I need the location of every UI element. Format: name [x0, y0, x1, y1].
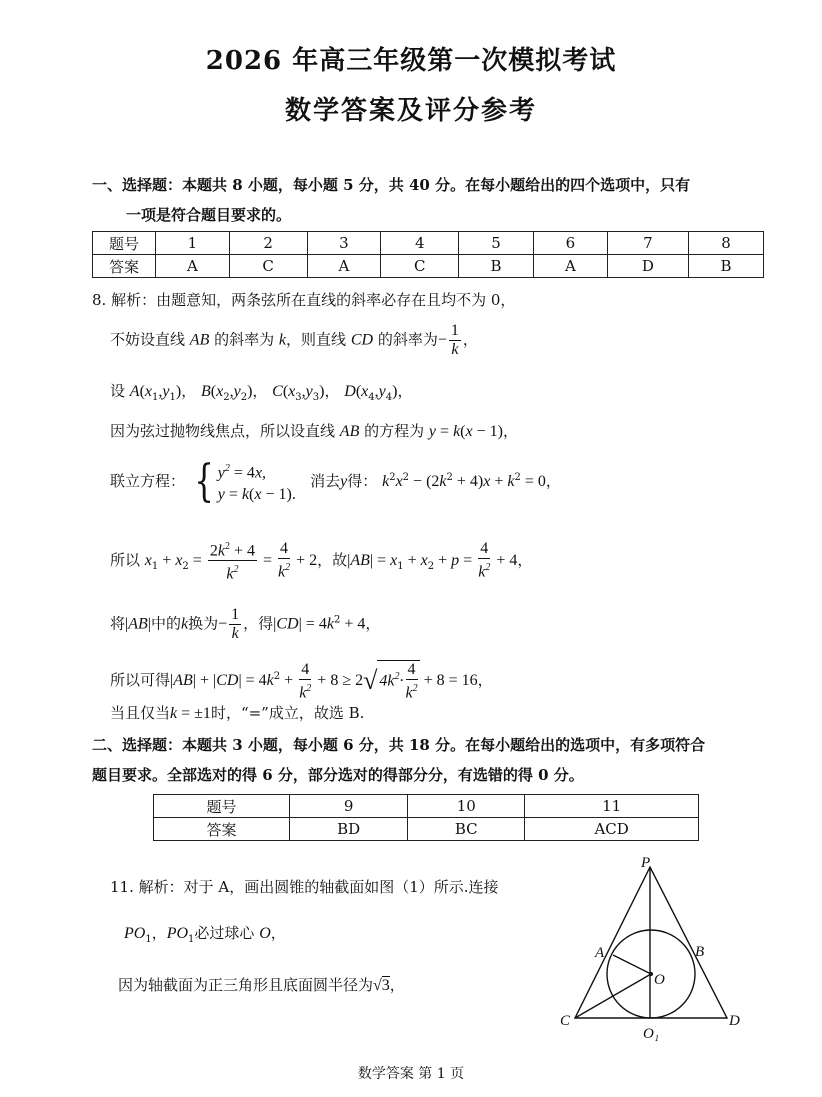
q11-text: 必过球心: [194, 924, 255, 942]
radius-line: [613, 955, 651, 974]
table-cell: 2: [229, 232, 307, 255]
table-cell: C: [229, 255, 307, 278]
q11-line3: 因为轴截面为正三角形且底面圆半径为√3，: [118, 976, 405, 994]
table-cell: 10: [408, 795, 525, 818]
q8-text: ，故: [317, 550, 348, 569]
table-cell: 11: [525, 795, 699, 818]
q8-line9: 当且仅当k = ±1时，“=”成立，故选 B.: [110, 704, 365, 722]
section2-heading: [92, 730, 772, 790]
q8-text: 联立方程：: [110, 472, 186, 491]
label-p: P: [641, 855, 651, 871]
table-cell: BD: [290, 818, 408, 841]
table-cell: 5: [459, 232, 534, 255]
exam-subtitle: 数学答案及评分参考: [284, 96, 537, 126]
table-cell: A: [307, 255, 381, 278]
table-cell: BC: [408, 818, 525, 841]
table-cell: 7: [607, 232, 688, 255]
q8-text: 的方程为: [364, 422, 425, 440]
q8-text: 中的: [150, 614, 181, 633]
q8-line5: 联立方程： { $y^2 = 4x$, y = k(x − 1). 消去y得： $k^2x^2 - (2k^2 + 4)x + k^2 = 0$，: [110, 456, 561, 508]
q8-text: 的斜率为: [214, 330, 275, 349]
q8-text: 消去: [310, 472, 341, 491]
q8-text: 因为弦过抛物线焦点，所以设直线: [110, 422, 336, 440]
table-cell: ACD: [525, 818, 699, 841]
cone-axial-section-figure: [555, 855, 755, 1045]
q8-text: 将: [110, 614, 126, 633]
section1-answer-table: [92, 231, 764, 278]
section2-heading-line1: 二、选择题：本题共 3 小题，每小题 6 分，共 18 分。在每小题给出的选项中，有多项符合: [92, 736, 706, 754]
label-d: D: [729, 1013, 740, 1029]
q8-text: 时，“=”成立，故选 B.: [210, 704, 365, 722]
table-cell: A: [534, 255, 608, 278]
label-o: O: [654, 972, 665, 988]
equilateral-triangle: [575, 867, 727, 1018]
q8-text: ，则直线: [286, 330, 347, 349]
page-footer: 数学答案 第 1 页: [357, 1066, 465, 1082]
label-a: A: [595, 945, 605, 961]
section2-answer-table: [153, 794, 699, 841]
table-cell: 1: [156, 232, 230, 255]
section1-heading-line1: 一、选择题：本题共 8 小题，每小题 5 分，共 40 分。在每小题给出的四个选项中，只有: [92, 176, 691, 194]
row-label: 答案: [93, 255, 156, 278]
table-cell: A: [156, 255, 230, 278]
table-cell: 9: [290, 795, 408, 818]
q8-line2: 不妨设直线 AB 的斜率为 k，则直线 CD 的斜率为− $\frac{1}{k}$ ，: [110, 322, 478, 358]
table-row: [93, 232, 764, 255]
q8-text: 所以: [110, 550, 141, 569]
exam-title: 2026 年高三年级第一次模拟考试: [205, 46, 617, 76]
table-row: [93, 255, 764, 278]
label-b: B: [695, 944, 705, 960]
q8-line8: 所以可得$|AB| + |CD| = 4k^2$ + $\frac{4}{k^2}$ + 8 ≥ 2√ $4k^2\cdot$ $\frac{4}{k^2}$ + 8 = 16，: [110, 660, 493, 702]
section1-heading-line2: 一项是符合题目要求的。: [126, 206, 292, 224]
q11-line2: $PO_1$，$PO_1$必过球心 O，: [124, 924, 286, 945]
q8-text: ，得: [243, 614, 274, 633]
table-cell: D: [607, 255, 688, 278]
table-cell: C: [381, 255, 459, 278]
section2-heading-line2: 题目要求。全部选对的得 6 分，部分选对的得部分分，有选错的得 0 分。: [92, 766, 584, 784]
q8-line4: 因为弦过抛物线焦点，所以设直线 AB 的方程为 y = k(x − 1)，: [110, 422, 518, 440]
table-row: [154, 795, 699, 818]
q8-text: 不妨设直线: [110, 330, 186, 349]
q8-line7: 将|AB|中的k换为− $\frac{1}{k}$ ，得$|CD| = 4k^2 + 4$，: [110, 606, 381, 642]
table-row: [154, 818, 699, 841]
row-label: 题号: [93, 232, 156, 255]
q8-text: 所以可得: [110, 671, 171, 690]
table-cell: 8: [689, 232, 764, 255]
center-point: [649, 972, 653, 976]
q8-text: 当且仅当: [110, 704, 171, 722]
section1-heading: [92, 170, 772, 230]
q8-text: 的斜率为: [377, 330, 438, 349]
table-cell: 6: [534, 232, 608, 255]
q8-line6: 所以 $x_1 + x_2$ = $\frac{2k^2 + 4}{k^2}$ = $\frac{4}{k^2}$ + 2，故$|AB| = x_1 + x_2 + p$ = $\frac{4}{k^2}$ + 4，: [110, 538, 532, 584]
q11-text: 因为轴截面为正三角形且底面圆半径为: [118, 976, 374, 994]
table-cell: B: [689, 255, 764, 278]
label-c: C: [560, 1013, 571, 1029]
table-cell: 3: [307, 232, 381, 255]
label-o1: O₁: [643, 1026, 660, 1042]
q8-line3: 设 $A(x_1,y_1)$， $B(x_2,y_2)$， $C(x_3,y_3)$， $D(x_4,y_4)$，: [110, 382, 413, 403]
q11-line1: 11. 解析：对于 A，画出圆锥的轴截面如图（1）所示.连接: [110, 878, 499, 896]
table-cell: 4: [381, 232, 459, 255]
q8-text: 换为: [188, 614, 219, 633]
table-cell: B: [459, 255, 534, 278]
q8-text: 设: [110, 382, 126, 400]
row-label: 题号: [154, 795, 290, 818]
q8-line1: 8. 解析：由题意知，两条弦所在直线的斜率必存在且均不为 0，: [92, 291, 516, 309]
row-label: 答案: [154, 818, 290, 841]
q8-text: 得：: [347, 472, 378, 491]
